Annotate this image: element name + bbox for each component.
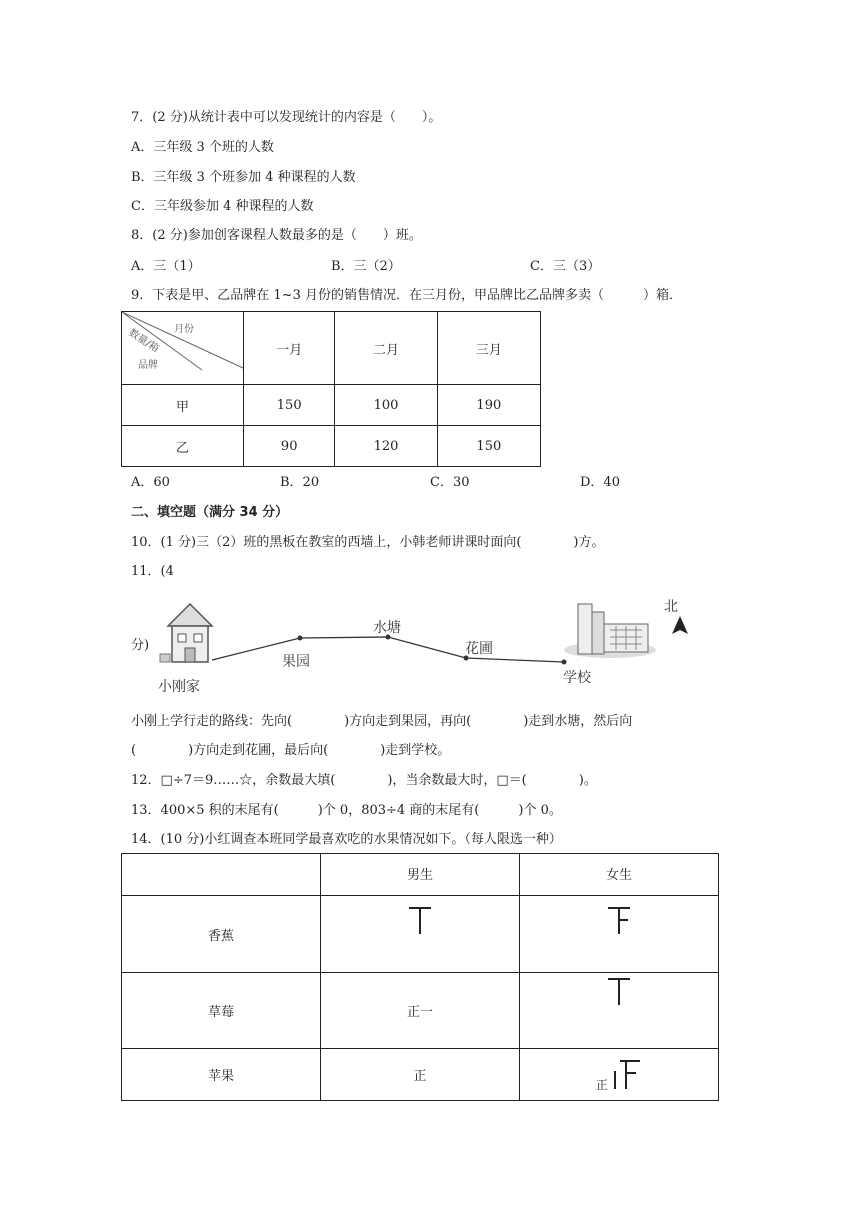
q9-option-c: C．30: [430, 475, 470, 490]
q9-month-3: 三月: [437, 312, 540, 385]
q13-stem: 13．400×5 积的末尾有( )个 0，803÷4 商的末尾有( )个 0。: [131, 803, 562, 818]
q9-stem: 9．下表是甲、乙品牌在 1~3 月份的销售情况．在三月份，甲品牌比乙品牌多卖（ ）箱．: [131, 288, 682, 303]
q11-route-line-2: ( )方向走到花圃，最后向( )走到学校。: [131, 743, 451, 758]
q12-stem: 12．□÷7＝9……☆，余数最大填( )，当余数最大时，□＝( )。: [131, 773, 597, 788]
tally-mark-icon: [405, 904, 435, 944]
q8-stem: 8．(2 分)参加创客课程人数最多的是（ ）班。: [131, 228, 422, 243]
q9-option-d: D．40: [580, 475, 620, 490]
q7-option-c: C．三年级参加 4 种课程的人数: [131, 199, 314, 214]
q8-option-b: B．三（2）: [331, 259, 401, 274]
school-point: [562, 660, 567, 665]
table-row: [122, 973, 719, 1049]
q11-route-line-1: 小刚上学行走的路线：先向( )方向走到果园，再向( )走到水塘，然后向: [131, 714, 633, 729]
map-label-home: 小刚家: [158, 679, 200, 695]
tally-mark-icon: [604, 975, 634, 1015]
table-row: [122, 426, 541, 467]
map-label-garden: 花圃: [465, 641, 493, 657]
q14-boys-tally: [321, 896, 520, 973]
q14-fruit: 草莓: [122, 973, 321, 1049]
q9-header-mid: 数量/箱: [126, 327, 161, 355]
q14-header-boys: 男生: [321, 854, 520, 896]
q14-girls-tally: [520, 896, 719, 973]
house-icon: [160, 604, 212, 662]
north-arrow-icon: [672, 616, 688, 634]
q7-stem: 7．(2 分)从统计表中可以发现统计的内容是（ ）。: [131, 110, 442, 125]
tally-mark-icon: [604, 904, 634, 944]
q14-fruit-table: [121, 853, 719, 1101]
tally-mark-icon: [612, 1057, 642, 1093]
q14-header-girls: 女生: [520, 854, 719, 896]
q9-month-2: 二月: [335, 312, 437, 385]
q7-option-a: A．三年级 3 个班的人数: [131, 140, 274, 155]
q9-value: 90: [244, 426, 335, 467]
map-label-pond: 水塘: [373, 620, 401, 636]
q14-stem: 14．(10 分)小红调查本班同学最喜欢吃的水果情况如下。（每人限选一种）: [131, 832, 562, 847]
school-building-icon: [564, 604, 656, 658]
q9-brand: 乙: [122, 426, 244, 467]
q8-option-a: A．三（1）: [131, 259, 201, 274]
q9-header-top: 月份: [174, 324, 194, 335]
map-label-school: 学校: [563, 670, 591, 686]
q9-header-bottom: 品牌: [138, 360, 158, 371]
q9-option-b: B．20: [280, 475, 320, 490]
q9-value: 150: [244, 385, 335, 426]
q9-value: 100: [335, 385, 437, 426]
map-label-north: 北: [664, 599, 678, 615]
q14-fruit: 苹果: [122, 1049, 321, 1101]
q14-fruit: 香蕉: [122, 896, 321, 973]
table-row: [122, 385, 541, 426]
q14-girls-tally: [520, 973, 719, 1049]
orchard-point: [298, 636, 303, 641]
q9-sales-table: [121, 311, 541, 467]
route-line: [212, 637, 564, 662]
q10-stem: 10．(1 分)三（2）班的黑板在教室的西墙上，小韩老师讲课时面向( )方。: [131, 535, 605, 550]
map-label-orchard: 果园: [282, 654, 310, 670]
q9-option-a: A．60: [131, 475, 170, 490]
section-title: 二、填空题（满分 34 分）: [131, 505, 289, 520]
route-map: [150, 590, 710, 700]
q9-brand: 甲: [122, 385, 244, 426]
q14-boys-tally: 正一: [321, 973, 520, 1049]
q9-value: 190: [437, 385, 540, 426]
q14-girls-tally-text: 正: [595, 1077, 608, 1092]
q9-month-1: 一月: [244, 312, 335, 385]
q9-header-diagonal-cell: [122, 312, 244, 385]
q14-girls-tally: [520, 1049, 719, 1101]
q9-value: 150: [437, 426, 540, 467]
q14-boys-tally: 正: [321, 1049, 520, 1101]
q9-value: 120: [335, 426, 437, 467]
table-row: [122, 896, 719, 973]
q7-option-b: B．三年级 3 个班参加 4 种课程的人数: [131, 170, 356, 185]
q11-stem-end: 分): [131, 638, 150, 653]
q14-header-blank: [122, 854, 321, 896]
table-row: [122, 1049, 719, 1101]
q11-stem-start: 11．(4: [131, 564, 174, 579]
q8-option-c: C．三（3）: [530, 259, 601, 274]
